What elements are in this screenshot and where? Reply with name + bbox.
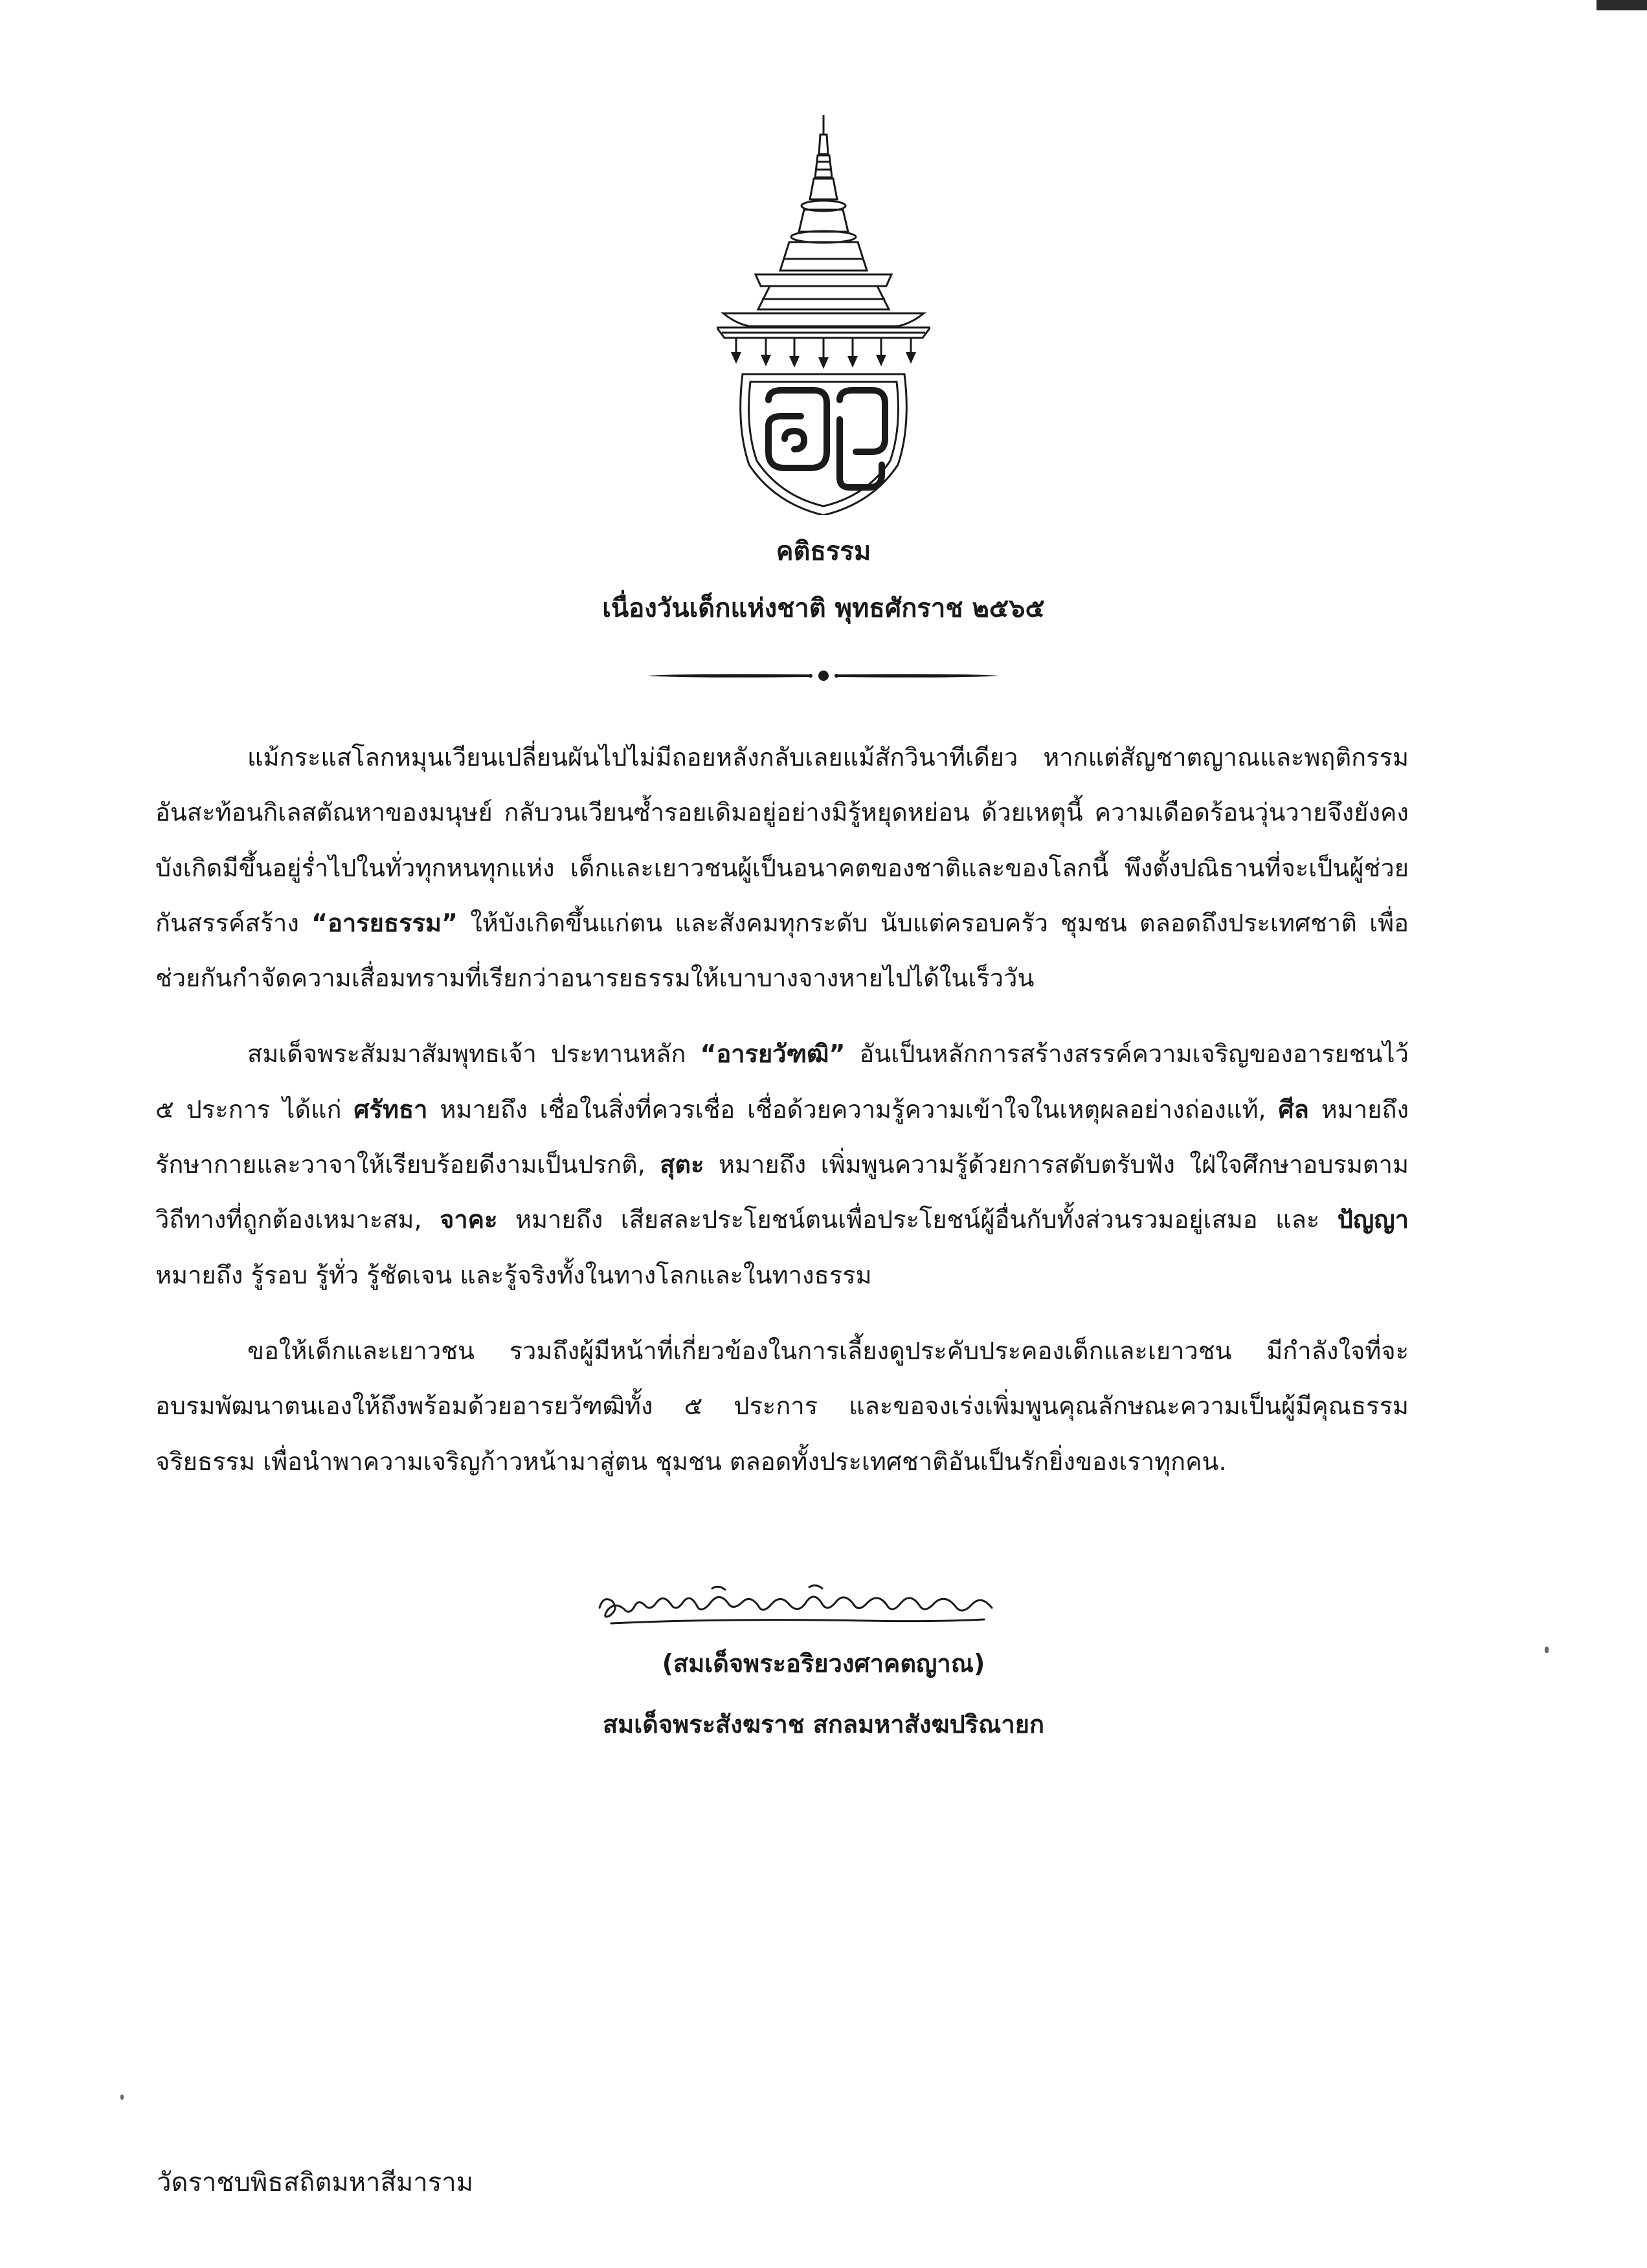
term-saddha: ศรัทธา: [353, 1095, 428, 1124]
scan-speck: [120, 2095, 124, 2100]
handwritten-signature-icon: [596, 1582, 997, 1638]
document-subtitle: เนื่องวันเด็กแห่งชาติ พุทธศักราช ๒๕๖๕: [602, 594, 1045, 623]
signatory-name: (สมเด็จพระอริยวงศาคตญาณ): [662, 1649, 985, 1678]
term-sila: ศีล: [1278, 1095, 1309, 1124]
signatory-title: สมเด็จพระสังฆราช สกลมหาสังฆปริณายก: [602, 1710, 1045, 1739]
term-arayawatthi: “อารยวัฑฒิ”: [700, 1040, 846, 1069]
document-body: [155, 730, 1409, 1510]
scan-speck: [1545, 1647, 1549, 1653]
term-caga: จาคะ: [440, 1205, 498, 1234]
scan-edge-mark: [1597, 0, 1647, 10]
paragraph-1: แม้กระแสโลกหมุนเวียนเปลี่ยนผันไปไม่มีถอยหลังกลับเลยแม้สักวินาทีเดียว หากแต่สัญชาตญาณและพฤติกรรมอันสะท้อนกิเลสตัณหาของมนุษย์ กลับวนเวียนซ้ำรอยเดิมอยู่อย่างมิรู้หยุดหย่อน ด้วยเหตุนี้ ความเดือดร้อนวุ่นวายจึงยังคงบังเกิดมีขึ้นอยู่ร่ำไปในทั่วทุกหนทุกแห่ง เด็กและเยาวชนผู้เป็นอนาคตของชาติและของโลกนี้ พึงตั้งปณิธานที่จะเป็นผู้ช่วยกันสรรค์สร้าง “อารยธรรม” ให้บังเกิดขึ้นแก่ตน และสังคมทุกระดับ นับแต่ครอบครัว ชุมชน ตลอดถึงประเทศชาติ เพื่อช่วยกันกำจัดความเสื่อมทรามที่เรียกว่าอนารยธรรมให้เบาบางจางหายไปได้ในเร็ววัน: [155, 743, 1409, 993]
term-arayatham: “อารยธรรม”: [311, 908, 458, 937]
paragraph-3: ขอให้เด็กและเยาวชน รวมถึงผู้มีหน้าที่เกี่ยวข้องในการเลี้ยงดูประคับประคองเด็กและเยาวชน มีกำลังใจที่จะอบรมพัฒนาตนเองให้ถึงพร้อมด้วยอารยวัฑฒิทั้ง ๕ ประการ และขอจงเร่งเพิ่มพูนคุณลักษณะความเป็นผู้มีคุณธรรมจริยธรรม เพื่อนำพาความเจริญก้าวหน้ามาสู่ตน ชุมชน ตลอดทั้งประเทศชาติอันเป็นรักยิ่งของเราทุกคน.: [155, 1336, 1409, 1476]
term-panna: ปัญญา: [1337, 1205, 1409, 1234]
footer-temple-name: วัดราชบพิธสถิตมหาสีมาราม: [157, 2168, 474, 2197]
term-suta: สุตะ: [660, 1150, 704, 1179]
royal-emblem-icon: [717, 115, 930, 515]
document-title: คติธรรม: [776, 537, 871, 566]
ornamental-divider-icon: [647, 667, 1000, 685]
paragraph-2: สมเด็จพระสัมมาสัมพุทธเจ้า ประทานหลัก “อารยวัฑฒิ” อันเป็นหลักการสร้างสรรค์ความเจริญของอารยชนไว้ ๕ ประการ ได้แก่ ศรัทธา หมายถึง เชื่อในสิ่งที่ควรเชื่อ เชื่อด้วยความรู้ความเข้าใจในเหตุผลอย่างถ่องแท้, ศีล หมายถึง รักษากายและวาจาให้เรียบร้อยดีงามเป็นปรกติ, สุตะ หมายถึง เพิ่มพูนความรู้ด้วยการสดับตรับฟัง ใฝ่ใจศึกษาอบรมตามวิถีทางที่ถูกต้องเหมาะสม, จาคะ หมายถึง เสียสละประโยชน์ตนเพื่อประโยชน์ผู้อื่นกับทั้งส่วนรวมอยู่เสมอ และ ปัญญา หมายถึง รู้รอบ รู้ทั่ว รู้ชัดเจน และรู้จริงทั้งในทางโลกและในทางธรรม: [155, 1040, 1409, 1289]
